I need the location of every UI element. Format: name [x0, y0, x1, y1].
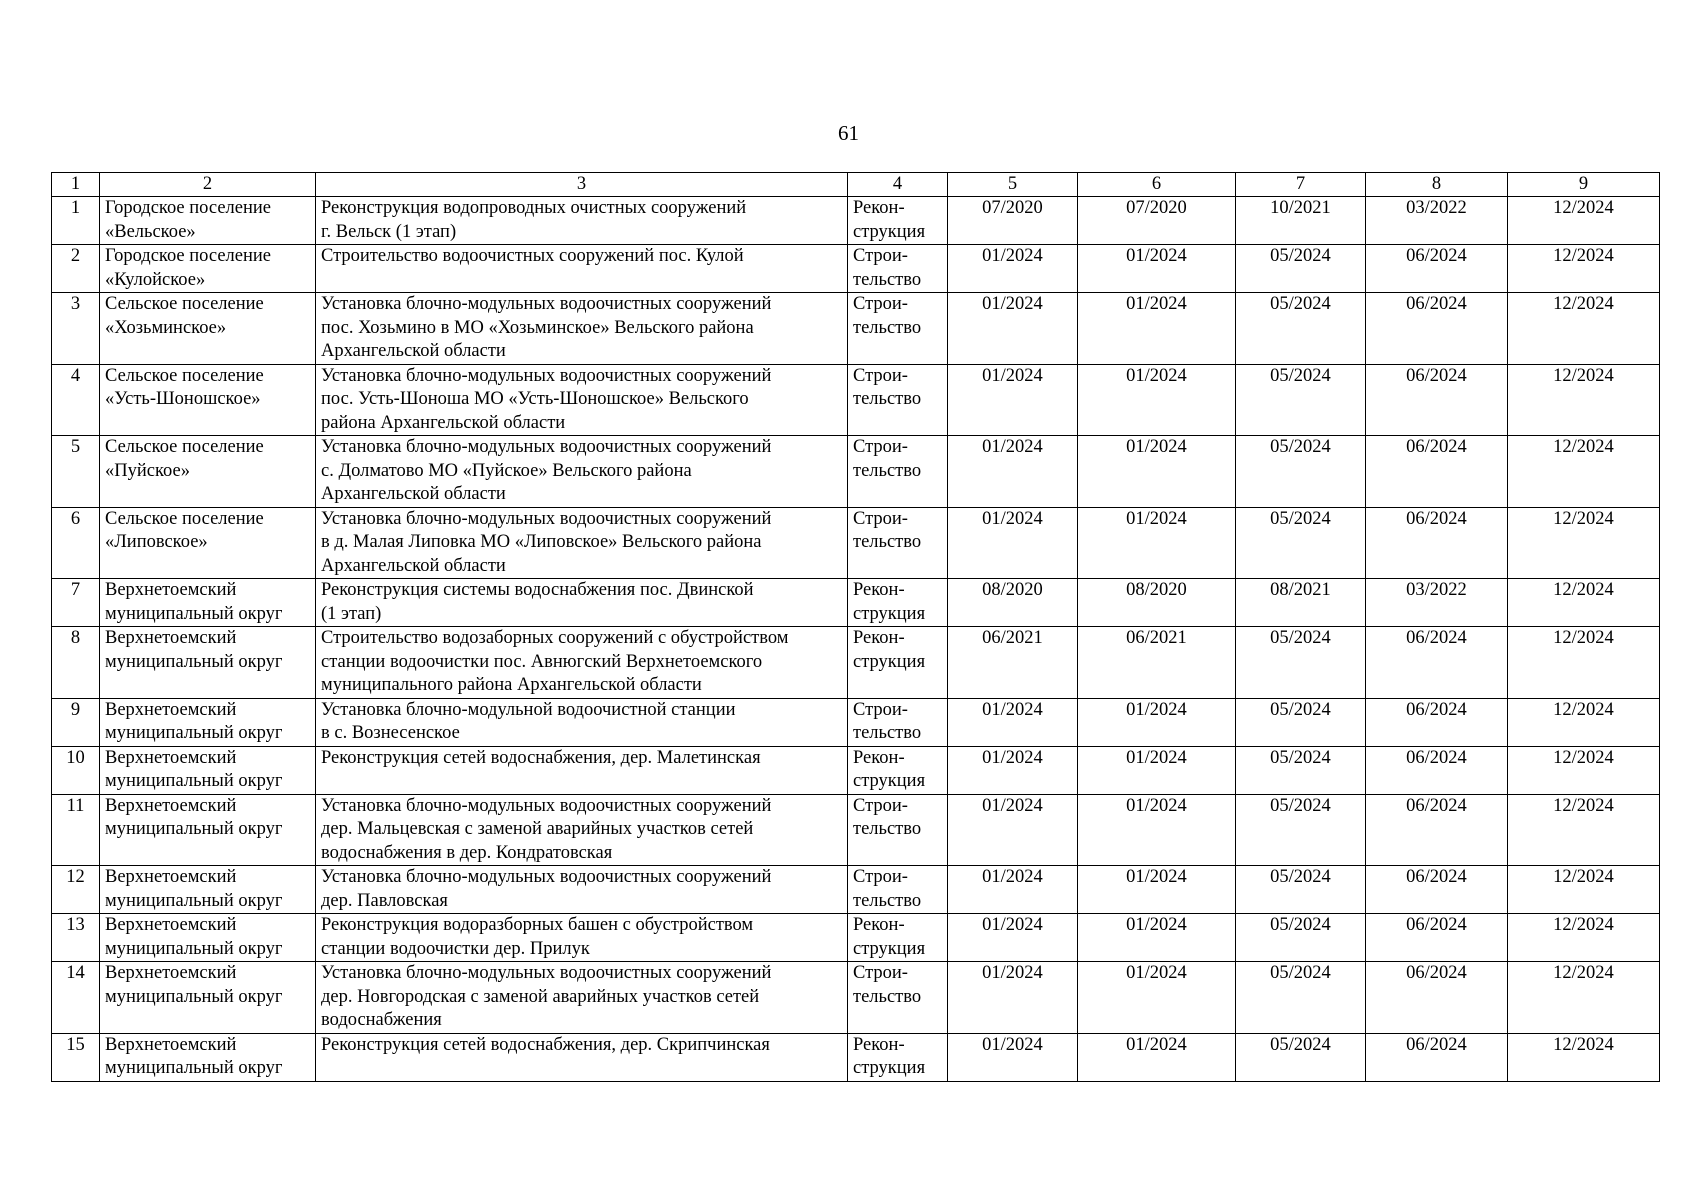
- page-number: 61: [838, 121, 859, 145]
- work-type-cell-line: тельство: [853, 460, 922, 481]
- work-type-cell-line: тельство: [853, 389, 922, 409]
- municipality-cell-line: Городское поселение: [105, 198, 271, 218]
- municipality-cell-line: муниципальный округ: [105, 938, 283, 959]
- work-type-cell-line: тельство: [853, 269, 922, 290]
- municipality-cell: [100, 914, 316, 962]
- project-cell-line: Реконструкция водопроводных очистных сооружений: [321, 198, 747, 218]
- work-type-cell: [848, 627, 948, 699]
- row-number: 4: [52, 364, 100, 436]
- table-row: [52, 245, 1660, 293]
- date-col9-cell: 12/2024: [1508, 197, 1660, 245]
- date-col5-cell: 01/2024: [948, 794, 1078, 866]
- date-col5-cell: 06/2021: [948, 627, 1078, 699]
- column-number: 9: [1508, 173, 1660, 197]
- date-col7-cell: 05/2024: [1236, 507, 1366, 579]
- project-cell-line: Установка блочно-модульных водоочистных сооружений: [321, 508, 772, 529]
- row-number: 3: [52, 293, 100, 365]
- municipality-cell: [100, 1033, 316, 1081]
- work-type-cell-line: тельство: [853, 723, 922, 743]
- municipality-cell: [100, 698, 316, 746]
- table-row: [52, 579, 1660, 627]
- row-number: 12: [52, 866, 100, 914]
- work-type-cell: [848, 698, 948, 746]
- column-number: 1: [52, 173, 100, 197]
- project-cell-line: Установка блочно-модульных водоочистных сооружений: [321, 294, 772, 314]
- work-type-cell-line: Строи-: [853, 437, 908, 457]
- project-cell-line: муниципального района Архангельской области: [321, 675, 702, 695]
- municipality-cell-line: муниципальный округ: [105, 603, 283, 624]
- municipality-cell-line: Сельское поселение: [105, 365, 264, 386]
- date-col9-cell: 12/2024: [1508, 1033, 1660, 1081]
- date-col9-cell: 12/2024: [1508, 293, 1660, 365]
- row-number: 10: [52, 746, 100, 794]
- table-row: [52, 364, 1660, 436]
- date-col6-cell: 01/2024: [1078, 746, 1236, 794]
- municipality-cell-line: Верхнетоемский: [105, 628, 237, 648]
- project-cell: [316, 1033, 848, 1081]
- project-cell-line: водоснабжения в дер. Кондратовская: [321, 842, 613, 863]
- work-type-cell-line: струкция: [853, 603, 926, 624]
- municipality-cell-line: муниципальный округ: [105, 771, 283, 791]
- municipality-cell-line: «Пуйское»: [105, 460, 190, 481]
- work-type-cell-line: Рекон-: [853, 1034, 905, 1055]
- column-number: 2: [100, 173, 316, 197]
- project-cell: [316, 507, 848, 579]
- date-col5-cell: 01/2024: [948, 914, 1078, 962]
- municipality-cell: [100, 579, 316, 627]
- project-cell-line: Строительство водозаборных сооружений с обустройством: [321, 628, 789, 648]
- column-number: 3: [316, 173, 848, 197]
- date-col6-cell: 01/2024: [1078, 698, 1236, 746]
- work-type-cell-line: тельство: [853, 317, 922, 338]
- date-col6-cell: 01/2024: [1078, 364, 1236, 436]
- date-col7-cell: 05/2024: [1236, 364, 1366, 436]
- date-col5-cell: 01/2024: [948, 866, 1078, 914]
- date-col8-cell: 03/2022: [1366, 579, 1508, 627]
- column-number-row: [52, 173, 1660, 197]
- project-cell-line: в с. Вознесенское: [321, 723, 460, 743]
- project-cell-line: дер. Павловская: [321, 890, 448, 911]
- date-col8-cell: 06/2024: [1366, 364, 1508, 436]
- project-cell-line: Архангельской области: [321, 341, 506, 361]
- row-number: 15: [52, 1033, 100, 1081]
- date-col8-cell: 06/2024: [1366, 245, 1508, 293]
- date-col5-cell: 01/2024: [948, 507, 1078, 579]
- municipality-cell-line: муниципальный округ: [105, 986, 283, 1007]
- project-cell-line: с. Долматово МО «Пуйское» Вельского района: [321, 460, 692, 481]
- project-cell-line: района Архангельской области: [321, 412, 566, 433]
- date-col8-cell: 06/2024: [1366, 507, 1508, 579]
- date-col9-cell: 12/2024: [1508, 698, 1660, 746]
- date-col5-cell: 01/2024: [948, 364, 1078, 436]
- date-col6-cell: 01/2024: [1078, 914, 1236, 962]
- municipality-cell-line: Верхнетоемский: [105, 580, 237, 600]
- row-number: 8: [52, 627, 100, 699]
- work-type-cell: [848, 293, 948, 365]
- projects-table: [51, 172, 1660, 1082]
- date-col8-cell: 03/2022: [1366, 197, 1508, 245]
- work-type-cell-line: Строи-: [853, 246, 908, 266]
- work-type-cell-line: тельство: [853, 532, 922, 552]
- date-col5-cell: 01/2024: [948, 698, 1078, 746]
- table-row: [52, 746, 1660, 794]
- table-row: [52, 962, 1660, 1034]
- date-col7-cell: 05/2024: [1236, 293, 1366, 365]
- column-number: 8: [1366, 173, 1508, 197]
- table-row: [52, 698, 1660, 746]
- project-cell-line: Реконструкция водоразборных башен с обустройством: [321, 915, 754, 935]
- municipality-cell-line: Верхнетоемский: [105, 795, 237, 816]
- work-type-cell: [848, 794, 948, 866]
- work-type-cell: [848, 197, 948, 245]
- project-cell-line: Архангельской области: [321, 484, 506, 504]
- project-cell-line: Установка блочно-модульных водоочистных сооружений: [321, 437, 772, 457]
- date-col7-cell: 05/2024: [1236, 245, 1366, 293]
- project-cell-line: в д. Малая Липовка МО «Липовское» Вельского района: [321, 532, 762, 552]
- project-cell: [316, 293, 848, 365]
- project-cell-line: (1 этап): [321, 603, 382, 624]
- date-col5-cell: 01/2024: [948, 293, 1078, 365]
- municipality-cell-line: муниципальный округ: [105, 1058, 283, 1078]
- work-type-cell: [848, 746, 948, 794]
- date-col8-cell: 06/2024: [1366, 746, 1508, 794]
- date-col6-cell: 01/2024: [1078, 1033, 1236, 1081]
- date-col6-cell: 01/2024: [1078, 507, 1236, 579]
- table-row: [52, 293, 1660, 365]
- project-cell-line: пос. Усть-Шоноша МО «Усть-Шоношское» Вельского: [321, 389, 749, 409]
- date-col9-cell: 12/2024: [1508, 507, 1660, 579]
- municipality-cell: [100, 794, 316, 866]
- column-number: 4: [848, 173, 948, 197]
- row-number: 14: [52, 962, 100, 1034]
- project-cell: [316, 962, 848, 1034]
- project-cell-line: Установка блочно-модульных водоочистных сооружений: [321, 867, 772, 887]
- project-cell-line: пос. Хозьмино в МО «Хозьминское» Вельского района: [321, 317, 754, 338]
- table-row: [52, 197, 1660, 245]
- municipality-cell-line: «Липовское»: [105, 532, 208, 552]
- column-number: 6: [1078, 173, 1236, 197]
- municipality-cell: [100, 245, 316, 293]
- municipality-cell-line: муниципальный округ: [105, 819, 283, 839]
- project-cell-line: станции водоочистки дер. Прилук: [321, 938, 590, 959]
- municipality-cell-line: «Хозьминское»: [105, 317, 227, 338]
- row-number: 13: [52, 914, 100, 962]
- project-cell: [316, 579, 848, 627]
- project-cell: [316, 794, 848, 866]
- municipality-cell: [100, 197, 316, 245]
- work-type-cell-line: тельство: [853, 819, 922, 839]
- row-number: 6: [52, 507, 100, 579]
- project-cell: [316, 245, 848, 293]
- date-col5-cell: 01/2024: [948, 436, 1078, 508]
- date-col7-cell: 05/2024: [1236, 436, 1366, 508]
- date-col9-cell: 12/2024: [1508, 866, 1660, 914]
- municipality-cell-line: «Вельское»: [105, 221, 196, 242]
- date-col9-cell: 12/2024: [1508, 794, 1660, 866]
- date-col7-cell: 10/2021: [1236, 197, 1366, 245]
- date-col7-cell: 05/2024: [1236, 746, 1366, 794]
- date-col8-cell: 06/2024: [1366, 627, 1508, 699]
- work-type-cell-line: струкция: [853, 1058, 926, 1078]
- date-col7-cell: 05/2024: [1236, 698, 1366, 746]
- municipality-cell: [100, 293, 316, 365]
- work-type-cell-line: струкция: [853, 221, 926, 242]
- work-type-cell: [848, 436, 948, 508]
- date-col8-cell: 06/2024: [1366, 866, 1508, 914]
- date-col9-cell: 12/2024: [1508, 245, 1660, 293]
- work-type-cell: [848, 579, 948, 627]
- work-type-cell-line: Строи-: [853, 294, 908, 314]
- municipality-cell: [100, 364, 316, 436]
- date-col9-cell: 12/2024: [1508, 627, 1660, 699]
- work-type-cell: [848, 364, 948, 436]
- municipality-cell: [100, 507, 316, 579]
- row-number: 1: [52, 197, 100, 245]
- table-row: [52, 866, 1660, 914]
- municipality-cell: [100, 866, 316, 914]
- work-type-cell-line: Строи-: [853, 699, 908, 720]
- date-col7-cell: 05/2024: [1236, 914, 1366, 962]
- project-cell-line: Установка блочно-модульных водоочистных сооружений: [321, 963, 772, 983]
- municipality-cell: [100, 436, 316, 508]
- project-cell: [316, 914, 848, 962]
- row-number: 11: [52, 794, 100, 866]
- date-col9-cell: 12/2024: [1508, 914, 1660, 962]
- work-type-cell: [848, 866, 948, 914]
- date-col5-cell: 01/2024: [948, 962, 1078, 1034]
- work-type-cell: [848, 245, 948, 293]
- project-cell: [316, 866, 848, 914]
- work-type-cell-line: Строи-: [853, 963, 908, 983]
- date-col6-cell: 06/2021: [1078, 627, 1236, 699]
- municipality-cell-line: Городское поселение: [105, 246, 271, 266]
- table-row: [52, 507, 1660, 579]
- date-col6-cell: 07/2020: [1078, 197, 1236, 245]
- work-type-cell-line: Рекон-: [853, 580, 905, 600]
- date-col7-cell: 08/2021: [1236, 579, 1366, 627]
- project-cell-line: Реконструкция сетей водоснабжения, дер. Малетинская: [321, 747, 761, 768]
- project-cell: [316, 364, 848, 436]
- project-cell-line: Строительство водоочистных сооружений пос. Кулой: [321, 246, 744, 266]
- row-number: 9: [52, 698, 100, 746]
- work-type-cell: [848, 962, 948, 1034]
- project-cell-line: водоснабжения: [321, 1010, 442, 1030]
- work-type-cell-line: Рекон-: [853, 915, 905, 935]
- date-col5-cell: 01/2024: [948, 746, 1078, 794]
- row-number: 2: [52, 245, 100, 293]
- table-row: [52, 627, 1660, 699]
- work-type-cell-line: Строи-: [853, 795, 908, 816]
- municipality-cell-line: «Усть-Шоношское»: [105, 389, 261, 409]
- date-col6-cell: 01/2024: [1078, 794, 1236, 866]
- work-type-cell-line: струкция: [853, 938, 926, 959]
- date-col6-cell: 01/2024: [1078, 245, 1236, 293]
- column-number: 7: [1236, 173, 1366, 197]
- municipality-cell-line: Верхнетоемский: [105, 915, 237, 935]
- work-type-cell-line: тельство: [853, 986, 922, 1007]
- table-row: [52, 794, 1660, 866]
- municipality-cell-line: муниципальный округ: [105, 651, 283, 672]
- date-col7-cell: 05/2024: [1236, 866, 1366, 914]
- table-row: [52, 436, 1660, 508]
- table-row: [52, 914, 1660, 962]
- project-cell-line: Реконструкция сетей водоснабжения, дер. Скрипчинская: [321, 1034, 770, 1055]
- project-cell-line: Архангельской области: [321, 555, 506, 576]
- date-col5-cell: 01/2024: [948, 1033, 1078, 1081]
- work-type-cell: [848, 507, 948, 579]
- work-type-cell-line: Рекон-: [853, 198, 905, 218]
- municipality-cell-line: Сельское поселение: [105, 294, 264, 314]
- row-number: 7: [52, 579, 100, 627]
- date-col9-cell: 12/2024: [1508, 364, 1660, 436]
- project-cell-line: г. Вельск (1 этап): [321, 221, 457, 242]
- work-type-cell-line: струкция: [853, 651, 926, 672]
- municipality-cell-line: Верхнетоемский: [105, 699, 237, 720]
- municipality-cell-line: муниципальный округ: [105, 890, 283, 911]
- project-cell-line: Установка блочно-модульных водоочистных сооружений: [321, 795, 772, 816]
- project-cell-line: Реконструкция системы водоснабжения пос. Двинской: [321, 580, 754, 600]
- project-cell: [316, 627, 848, 699]
- date-col7-cell: 05/2024: [1236, 794, 1366, 866]
- work-type-cell-line: Рекон-: [853, 747, 905, 768]
- date-col7-cell: 05/2024: [1236, 1033, 1366, 1081]
- date-col9-cell: 12/2024: [1508, 746, 1660, 794]
- date-col5-cell: 08/2020: [948, 579, 1078, 627]
- date-col8-cell: 06/2024: [1366, 1033, 1508, 1081]
- date-col8-cell: 06/2024: [1366, 794, 1508, 866]
- date-col9-cell: 12/2024: [1508, 579, 1660, 627]
- municipality-cell-line: Верхнетоемский: [105, 1034, 237, 1055]
- column-number: 5: [948, 173, 1078, 197]
- project-cell: [316, 698, 848, 746]
- date-col5-cell: 07/2020: [948, 197, 1078, 245]
- municipality-cell-line: Верхнетоемский: [105, 963, 237, 983]
- date-col9-cell: 12/2024: [1508, 962, 1660, 1034]
- project-cell-line: дер. Новгородская с заменой аварийных участков сетей: [321, 986, 760, 1007]
- municipality-cell-line: Верхнетоемский: [105, 747, 237, 768]
- project-cell-line: Установка блочно-модульных водоочистных сооружений: [321, 365, 772, 386]
- project-cell: [316, 746, 848, 794]
- project-cell: [316, 436, 848, 508]
- work-type-cell: [848, 914, 948, 962]
- date-col6-cell: 01/2024: [1078, 436, 1236, 508]
- date-col6-cell: 01/2024: [1078, 866, 1236, 914]
- municipality-cell: [100, 627, 316, 699]
- table-body: [52, 173, 1660, 1082]
- project-cell-line: дер. Мальцевская с заменой аварийных участков сетей: [321, 819, 754, 839]
- date-col6-cell: 01/2024: [1078, 962, 1236, 1034]
- date-col6-cell: 01/2024: [1078, 293, 1236, 365]
- municipality-cell: [100, 746, 316, 794]
- date-col8-cell: 06/2024: [1366, 293, 1508, 365]
- project-cell: [316, 197, 848, 245]
- work-type-cell: [848, 1033, 948, 1081]
- municipality-cell-line: Сельское поселение: [105, 437, 264, 457]
- date-col5-cell: 01/2024: [948, 245, 1078, 293]
- municipality-cell-line: «Кулойское»: [105, 269, 206, 290]
- work-type-cell-line: струкция: [853, 771, 926, 791]
- date-col7-cell: 05/2024: [1236, 962, 1366, 1034]
- work-type-cell-line: Строи-: [853, 508, 908, 529]
- municipality-cell-line: Верхнетоемский: [105, 867, 237, 887]
- work-type-cell-line: тельство: [853, 890, 922, 911]
- table-row: [52, 1033, 1660, 1081]
- date-col8-cell: 06/2024: [1366, 962, 1508, 1034]
- project-cell-line: станции водоочистки пос. Авнюгский Верхнетоемского: [321, 651, 763, 672]
- date-col8-cell: 06/2024: [1366, 914, 1508, 962]
- date-col7-cell: 05/2024: [1236, 627, 1366, 699]
- row-number: 5: [52, 436, 100, 508]
- work-type-cell-line: Строи-: [853, 365, 908, 386]
- municipality-cell: [100, 962, 316, 1034]
- date-col9-cell: 12/2024: [1508, 436, 1660, 508]
- municipality-cell-line: муниципальный округ: [105, 723, 283, 743]
- date-col6-cell: 08/2020: [1078, 579, 1236, 627]
- project-cell-line: Установка блочно-модульной водоочистной станции: [321, 699, 736, 720]
- date-col8-cell: 06/2024: [1366, 698, 1508, 746]
- date-col8-cell: 06/2024: [1366, 436, 1508, 508]
- work-type-cell-line: Строи-: [853, 867, 908, 887]
- work-type-cell-line: Рекон-: [853, 628, 905, 648]
- municipality-cell-line: Сельское поселение: [105, 508, 264, 529]
